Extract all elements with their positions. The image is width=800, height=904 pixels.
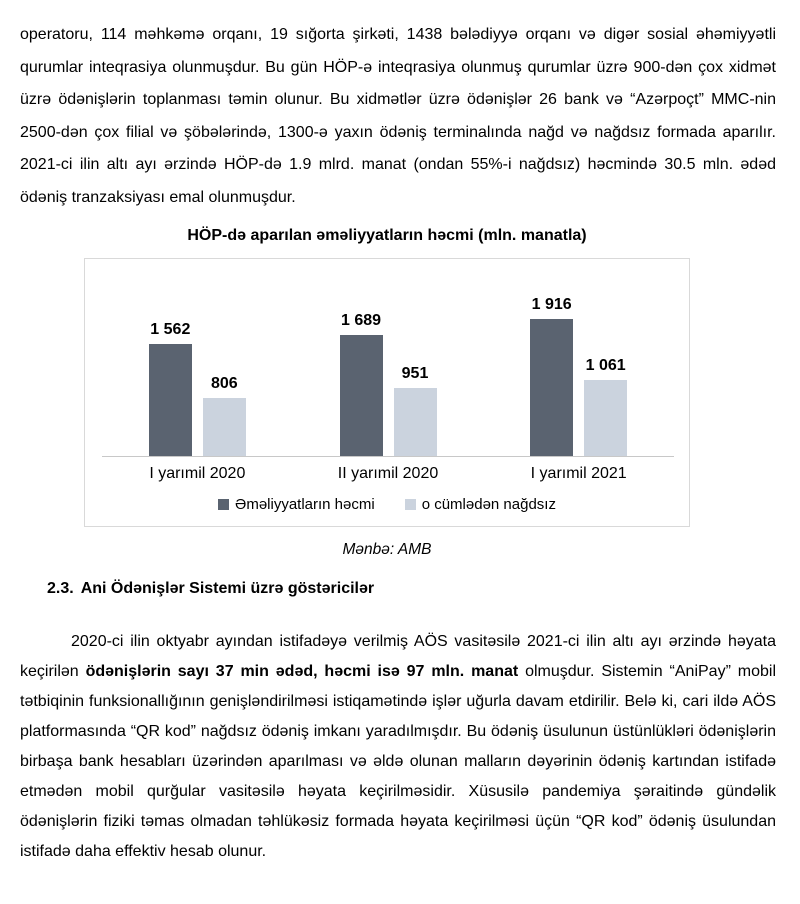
bar-series2-cat3 [584,380,627,456]
bar-group-1 [102,259,293,456]
bar-series1-cat2 [340,335,383,456]
category-label-1: I yarımil 2020 [149,465,246,482]
legend-swatch-icon [218,499,229,510]
body-paragraph-2 [20,627,776,867]
bar-group-3 [483,259,674,456]
section-number: 2.3. [47,580,74,597]
category-label-3: I yarımil 2021 [530,465,627,482]
bar-value-label: 1 689 [340,312,382,329]
category-label-2: II yarımil 2020 [337,465,439,482]
paragraph-2-text: 2020-ci ilin oktyabr ayından istifadəyə verilmiş AÖS vasitəsilə 2021-ci ilin altı ayı ərzində həyata keçirilən [20,633,776,680]
chart-title: HÖP-də aparılan əməliyyatların həcmi (mln. manatla) [187,227,587,244]
legend-label: Əməliyyatların həcmi [235,496,375,513]
bar-value-label: 806 [210,375,238,392]
bar-series1-cat3 [530,319,573,456]
bar-column [340,312,383,456]
paragraph-2-text: olmuşdur. Sistemin “AniPay” mobil tətbiqinin funksionallığının genişləndirilməsi istiqamətində işlər uğurla davam etdirilir. Belə ki, cari ildə AÖS platformasında “QR kod” nağdsız ödəniş imkanı yaradılmışdır. Bu ödəniş üsulunun üstünlükləri ödənişlərin birbaşa bank hesabları üzərindən aparılması və əldə olunan malların dəyərinin ödəniş kartından istifadə etmədən mobil qurğular vasitəsilə həyata keçirilməsidir. Xüsusilə pandemiya şəraitində gündəlik ödənişlərin fiziki təmas olmadan təhlükəsiz formada həyata keçirilməsi üçün “QR kod” ödəniş üsulundan istifadə daha effektiv hesab olunur. [20,663,777,860]
chart-source-caption: Mənbə: AMB [342,541,432,558]
bar-value-label: 951 [401,365,429,382]
bar-chart [84,258,690,527]
bar-series2-cat2 [394,388,437,456]
bar-value-label: 1 562 [150,321,191,338]
bar-column [530,296,573,456]
bar-column [394,365,437,456]
legend-swatch-icon [405,499,416,510]
bar-value-label: 1 061 [585,357,626,374]
bar-group-2 [293,259,484,456]
bar-series1-cat1 [149,344,192,456]
bar-column [584,357,627,456]
bar-column [149,321,192,456]
chart-plot-area [102,259,674,457]
chart-legend [85,496,689,513]
body-paragraph-1: operatoru, 114 məhkəmə orqanı, 19 sığorta şirkəti, 1438 bələdiyyə orqanı və digər sosial əhəmiyyətli qurumlar inteqrasiya olunmuşdur. Bu gün HÖP-ə inteqrasiya olunmuş qurumlar üzrə 900-dən çox xidmət üzrə ödənişlərin toplanması təmin olunur. Bu xidmətlər üzrə ödənişlər 26 bank və “Azərpoçt” MMC-nin 2500-dən çox filial və şöbələrində, 1300-ə yaxın ödəniş terminalında nağd və nağdsız formada aparılır. 2021-ci ilin altı ayı ərzində HÖP-də 1.9 mlrd. manat (ondan 55%-i nağdsız) həcmində 30.5 mln. ədəd ödəniş tranzaksiyası emal olunmuşdur. [20,26,776,206]
legend-item-1 [218,496,375,513]
section-title: Ani Ödənişlər Sistemi üzrə göstəricilər [80,580,375,597]
chart-category-axis [102,465,674,483]
section-heading [47,580,374,598]
legend-label: o cümlədən nağdsız [421,496,556,513]
bar-value-label: 1 916 [531,296,572,313]
paragraph-2-bold-text: ödənişlərin sayı 37 min ədəd, həcmi isə 97 mln. manat [85,663,519,680]
bar-column [203,375,246,456]
legend-item-2 [405,496,556,513]
bar-series2-cat1 [203,398,246,456]
